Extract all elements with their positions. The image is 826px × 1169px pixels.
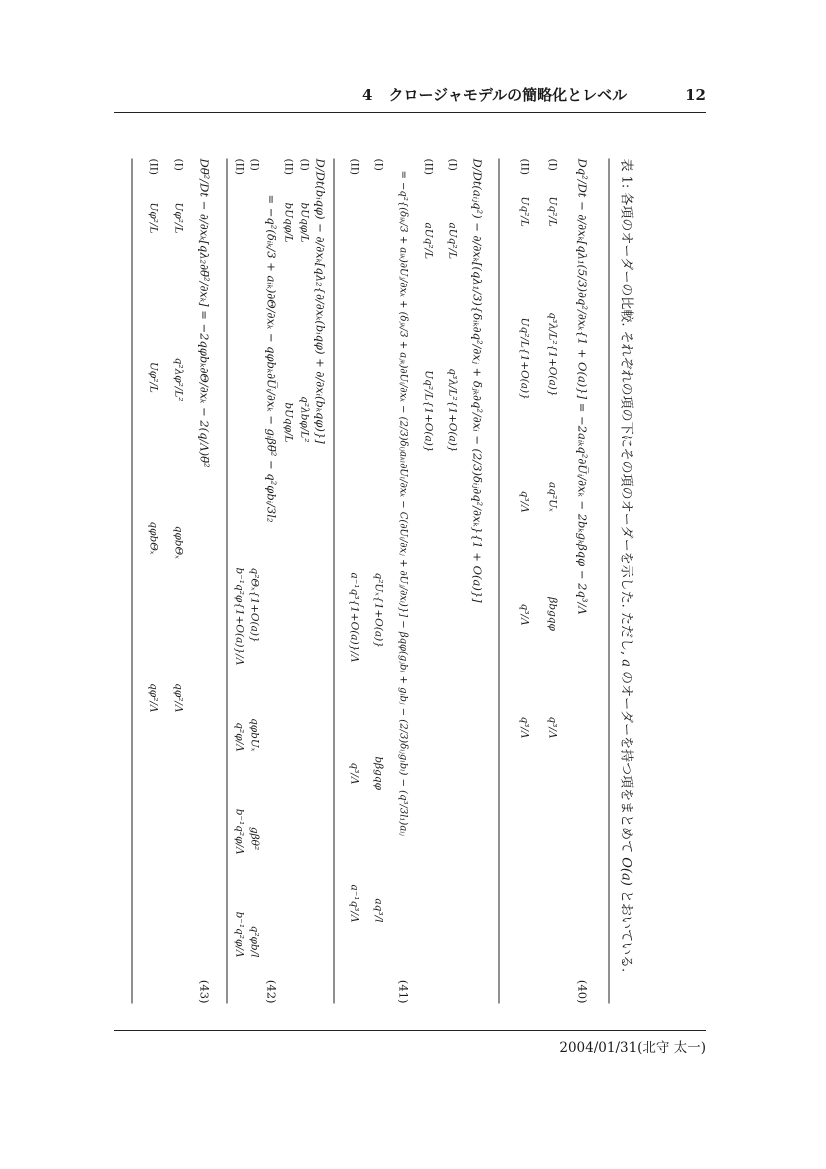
order-row-I [298, 159, 310, 1004]
row-label-I: (I) [298, 158, 311, 171]
row-label-I: (I) [248, 158, 261, 171]
order-row-I [547, 159, 559, 1004]
order-entry: qφ²/Λ [147, 683, 160, 713]
order-entry: q²λφ²/L² [172, 357, 185, 402]
equation-43-line [198, 159, 212, 1004]
order-row-II [518, 159, 530, 1004]
caption-var-oa: O(a) [618, 857, 634, 886]
order-entry: Uq²/L{1+O(a)} [422, 370, 435, 453]
equation-block-40 [499, 159, 609, 1004]
row-label-I: (I) [172, 158, 185, 171]
order-row-I [447, 159, 459, 1004]
order-entry: Uφ²/L [147, 202, 160, 234]
order-row-I [173, 159, 185, 1004]
order-entry: bUqφ/L [282, 202, 295, 243]
equation-block-43 [132, 159, 227, 1004]
caption-text: 表 1: 各項のオーダーの比較. それぞれの項の下にその項のオーダーを示した. ただし, [618, 158, 634, 660]
equation-40-line [576, 159, 590, 1004]
order-entry: q³/Λ [547, 716, 559, 739]
order-entry: q³/Λ [518, 490, 531, 513]
order-entry: b⁻¹q²φ/Λ [233, 808, 246, 855]
row-label-II: (II) [422, 158, 435, 175]
equation-41-line2 [397, 159, 411, 1004]
rotated-table-container [110, 159, 706, 1004]
order-entry: q²Θₓ{1+O(a)} [248, 567, 261, 643]
order-entry: Uq²/L{1+O(a)} [518, 317, 531, 400]
order-entry: q³λ/L²{1+O(a)} [446, 368, 459, 453]
order-entry: qφ²/Λ [172, 683, 185, 713]
order-entry: q²φ/Λ [233, 722, 246, 752]
order-row-II [423, 159, 435, 1004]
order-entry: aq²Uₓ [547, 482, 559, 512]
caption-text-mid: のオーダーを持つ項をまとめて [618, 666, 634, 858]
equation-43: Dθ̅²/Dt − ∂/∂xₖ[qλ₂∂θ̅²/∂xₖ] = −2qφbₖ∂Θ/∂xₖ − 2(q/Λ)θ̅² [197, 158, 212, 468]
order-comparison-table [132, 159, 610, 1004]
row-label-II: (II) [233, 158, 246, 175]
row-label-I: (I) [446, 158, 459, 171]
section-title: クロージャモデルの簡略化とレベル [388, 86, 628, 104]
row-label-I: (I) [547, 158, 559, 171]
table-caption [610, 159, 706, 1004]
equation-block-42 [227, 159, 334, 1004]
order-entry: q³/Λ [518, 716, 531, 739]
row-label-II: (II) [282, 158, 295, 175]
order-row-II [148, 159, 160, 1004]
equation-42-line2 [265, 159, 279, 1004]
row-label-II: (II) [348, 158, 361, 175]
order-entry: q³/Λ [518, 603, 531, 626]
row-label-I: (I) [372, 158, 385, 171]
equation-number-42: (42) [264, 979, 279, 1004]
order-row-II [233, 159, 245, 1004]
order-entry: qφbΘₓ [147, 521, 160, 555]
order-entry: Uφ²/L [172, 202, 185, 234]
row-label-II: (II) [518, 158, 531, 175]
order-row-II [282, 159, 294, 1004]
order-entry: b⁻¹q²φ{1+O(a)}/Λ [233, 567, 246, 666]
order-entry: βbgqφ [547, 597, 559, 631]
order-entry: qφbUₓ [248, 718, 261, 752]
equation-42-line1 [314, 159, 328, 1004]
equation-number-41: (41) [396, 979, 411, 1004]
equation-block-41 [334, 159, 499, 1004]
order-entry: Uq²/L [547, 196, 559, 227]
order-entry: qφbΘₓ [172, 525, 185, 559]
order-entry: q³λ/L²{1+O(a)} [547, 312, 559, 397]
equation-41a: D/Dt(aᵢⱼq²) − ∂/∂xₖ[(qλ₁/3){δᵢₖ∂q²/∂xⱼ + δⱼₖ∂q²/∂xᵢ − (2/3)δᵢⱼ∂q²/∂xₖ}{1 + O(a)}] [470, 158, 485, 603]
equation-41b: = −q²{(δᵢₖ/3 + aᵢₖ)∂U̅ⱼ/∂xₖ + (δⱼₖ/3 + aⱼₖ)∂U̅ᵢ/∂xₖ − (2/3)δᵢⱼaₖₗ∂U̅ₗ/∂xₖ − C(∂U̅ᵢ/∂xⱼ + ∂U̅ⱼ/∂xᵢ)}] − βqφ(gⱼbᵢ + gᵢbⱼ − (2/3)δᵢⱼgₗbₗ) − (q³/3l₁)aᵢⱼ [398, 170, 409, 836]
footer-date-author: 2004/01/31(北守 太一) [559, 1040, 706, 1056]
equation-42a: D/Dt(bᵢqφ) − ∂/∂xₖ[qλ₂{∂/∂xₖ(bᵢqφ) + ∂/∂xᵢ(bₖqφ)}] [313, 158, 328, 444]
order-entry: bUqφ/L [282, 402, 295, 443]
section-number: 4 [362, 86, 373, 104]
equation-40: Dq²/Dt − ∂/∂xₖ[qλ₁(5/3)∂q²/∂xₖ{1 + O(a)}] = −2aᵢₖq²∂U̅ᵢ/∂xₖ − 2bₖgₖβqφ − 2q³/Λ [575, 158, 590, 615]
order-row-II [349, 159, 361, 1004]
order-entry: a⁻¹q³{1+O(a)}/Λ [348, 572, 361, 663]
order-entry: Uq²/L [518, 196, 531, 227]
equation-41-line1 [471, 159, 485, 1004]
order-entry: aUq²/L [422, 222, 435, 260]
caption-text-end: とおいている. [618, 885, 634, 973]
row-label-II: (II) [147, 158, 160, 175]
order-entry: gβθ² [248, 826, 261, 851]
order-entry: q²φb/l [248, 925, 261, 958]
equation-42b: = −q²(δᵢₖ/3 + aᵢₖ)∂Θ/∂xₖ − qφbₖ∂U̅ᵢ/∂xₖ − gᵢβθ̅² − q²φbᵢ/3l₂ [264, 194, 279, 523]
order-entry: q²λbφ/L² [298, 396, 311, 443]
order-entry: b⁻¹q²φ/Λ [233, 911, 246, 958]
order-entry: aq³/l [372, 898, 385, 923]
order-entry: q²Uₓ{1+O(a)} [372, 572, 385, 648]
order-row-I [373, 159, 385, 1004]
order-entry: Uφ²/L [147, 361, 160, 393]
footer-rule [114, 1030, 706, 1031]
page-number: 12 [685, 86, 706, 104]
order-entry: a⁻¹q³/Λ [348, 884, 361, 923]
caption-var-a: a [618, 659, 634, 667]
equation-number-40: (40) [575, 979, 590, 1004]
order-entry: aUq²/L [446, 222, 459, 260]
equation-number-43: (43) [197, 979, 212, 1004]
order-entry: bUqφ/L [298, 202, 311, 243]
order-entry: bβgqφ [372, 756, 385, 790]
page-header [114, 84, 706, 113]
order-entry: q³/Λ [348, 762, 361, 785]
order-row-I [249, 159, 261, 1004]
